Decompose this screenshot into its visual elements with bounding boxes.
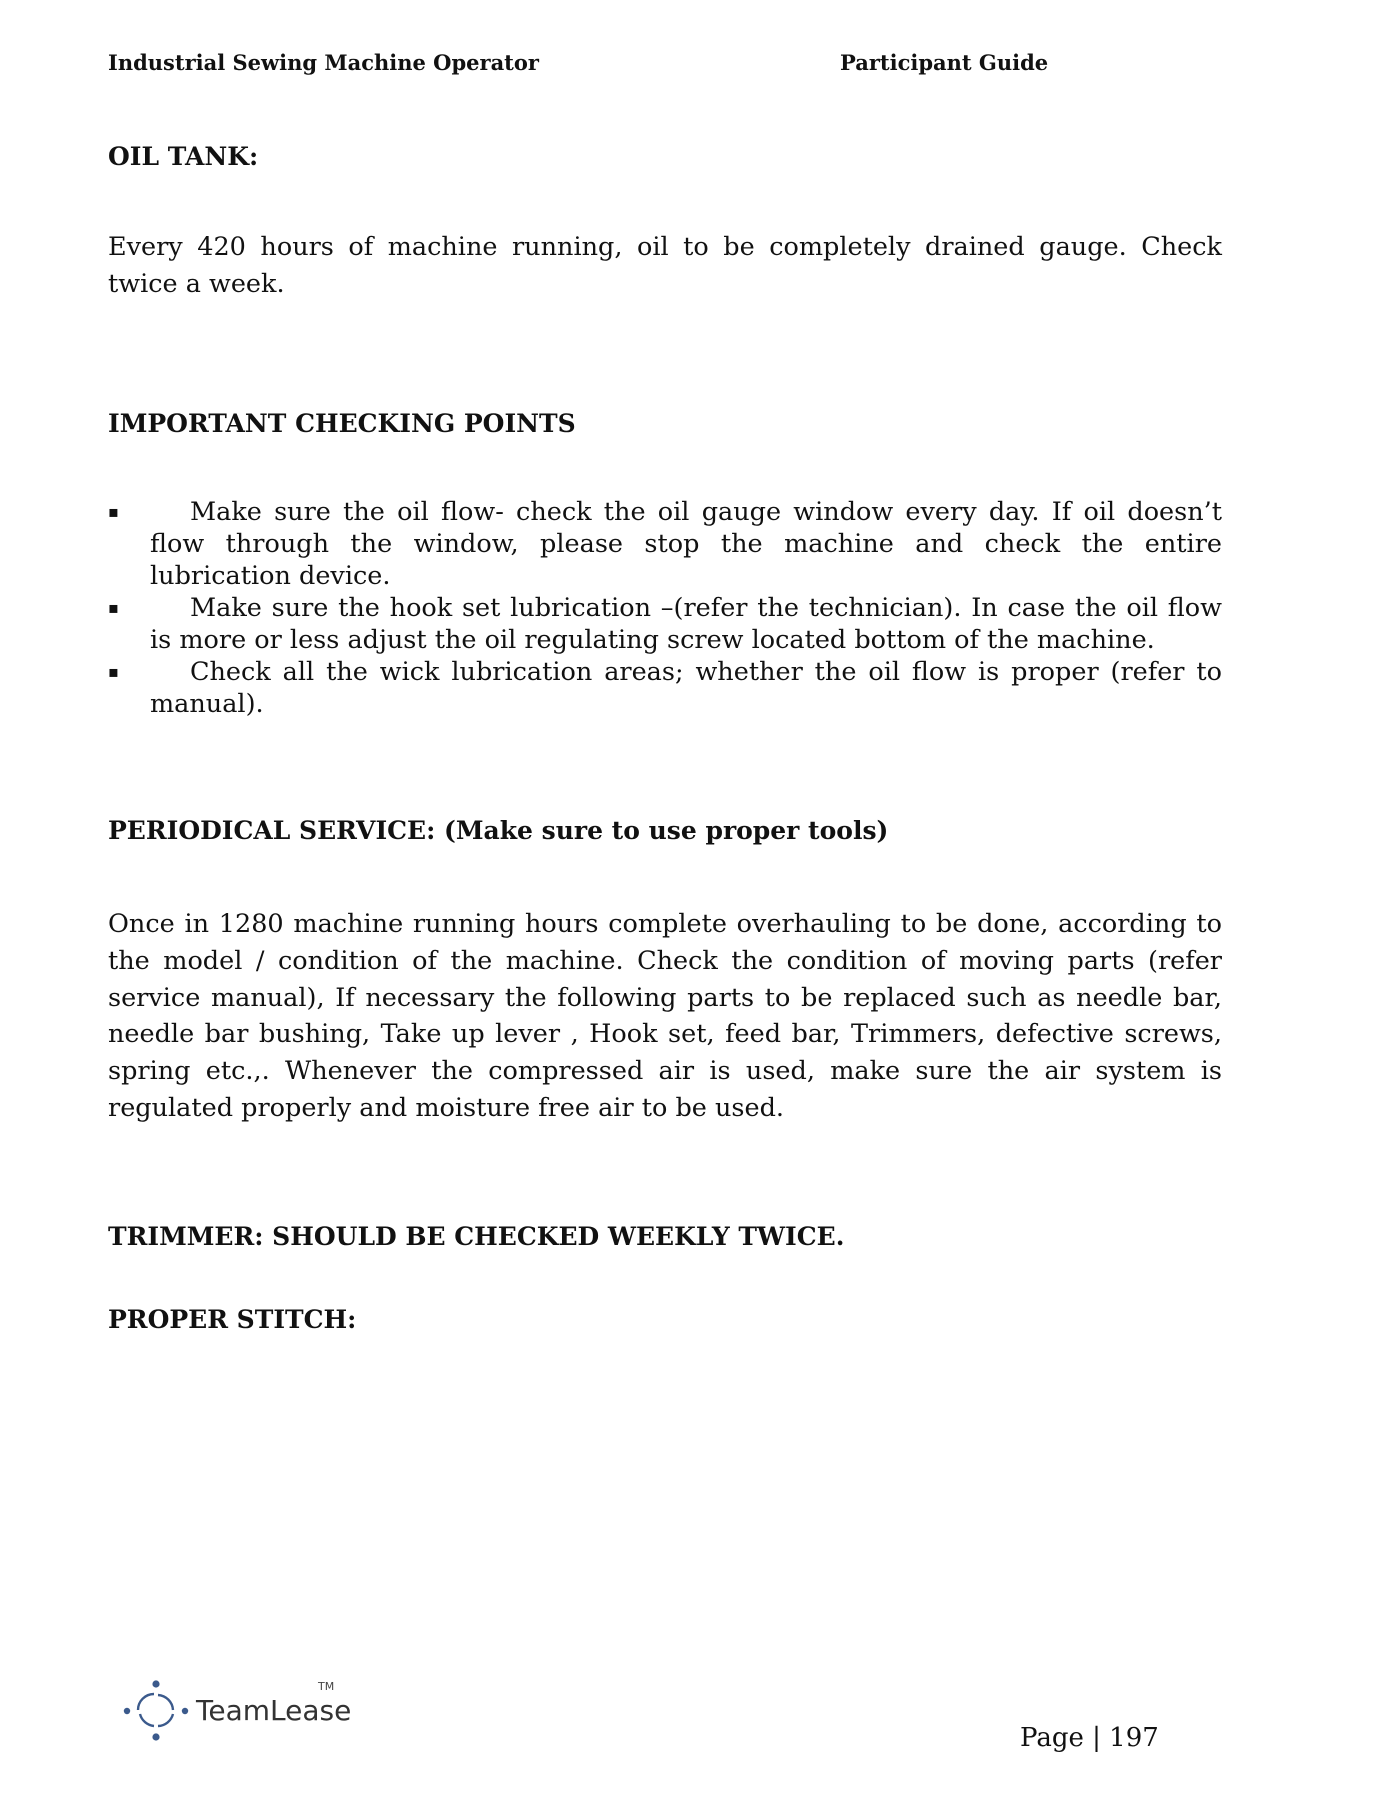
square-bullet-icon: ▪ xyxy=(108,598,119,617)
document-title: Industrial Sewing Machine Operator xyxy=(108,50,539,75)
trimmer-heading: TRIMMER: SHOULD BE CHECKED WEEKLY TWICE. xyxy=(108,1222,845,1251)
list-item-text: Check all the wick lubrication areas; whether the oil flow is proper (refer to manual). xyxy=(150,657,1222,719)
list-item-text: Make sure the oil flow- check the oil gauge window every day. If oil doesn’t flow through the window, please stop the machine and check the entire lubrication device. xyxy=(150,497,1222,591)
oil-tank-heading: OIL TANK: xyxy=(108,142,259,171)
logo-trademark: TM xyxy=(318,1680,335,1693)
list-item-text: Make sure the hook set lubrication –(refer the technician). In case the oil flow is more or less adjust the oil regulating screw located bottom of the machine. xyxy=(150,593,1222,655)
periodical-service-paragraph: Once in 1280 machine running hours complete overhauling to be done, according to the model / condition of the machine. Check the condition of moving parts (refer service manual), If necessary the following parts to be replaced such as needle bar, needle bar bushing, Take up lever , Hook set, feed bar, Trimmers, defective screws, spring etc.,. Whenever the compressed air is used, make sure the air system is regulated properly and moisture free air to be used. xyxy=(108,909,1222,1123)
page-header xyxy=(108,50,1108,80)
square-bullet-icon: ▪ xyxy=(108,502,119,521)
guide-label: Participant Guide xyxy=(840,50,1049,75)
square-bullet-icon: ▪ xyxy=(108,662,119,681)
page-number: Page | 197 xyxy=(1020,1723,1159,1753)
proper-stitch-heading: PROPER STITCH: xyxy=(108,1305,357,1334)
teamlease-logo-mark-icon xyxy=(118,1670,198,1750)
teamlease-logo xyxy=(118,1670,358,1750)
checking-points-list xyxy=(108,496,1222,720)
list-item xyxy=(108,656,1222,720)
oil-tank-paragraph: Every 420 hours of machine running, oil to be completely drained gauge. Check twice a week. xyxy=(108,232,1222,299)
logo-text: TeamLease xyxy=(196,1694,352,1727)
checking-points-heading: IMPORTANT CHECKING POINTS xyxy=(108,409,576,438)
list-item xyxy=(108,496,1222,592)
list-item xyxy=(108,592,1222,656)
periodical-service-heading: PERIODICAL SERVICE: (Make sure to use proper tools) xyxy=(108,816,889,845)
